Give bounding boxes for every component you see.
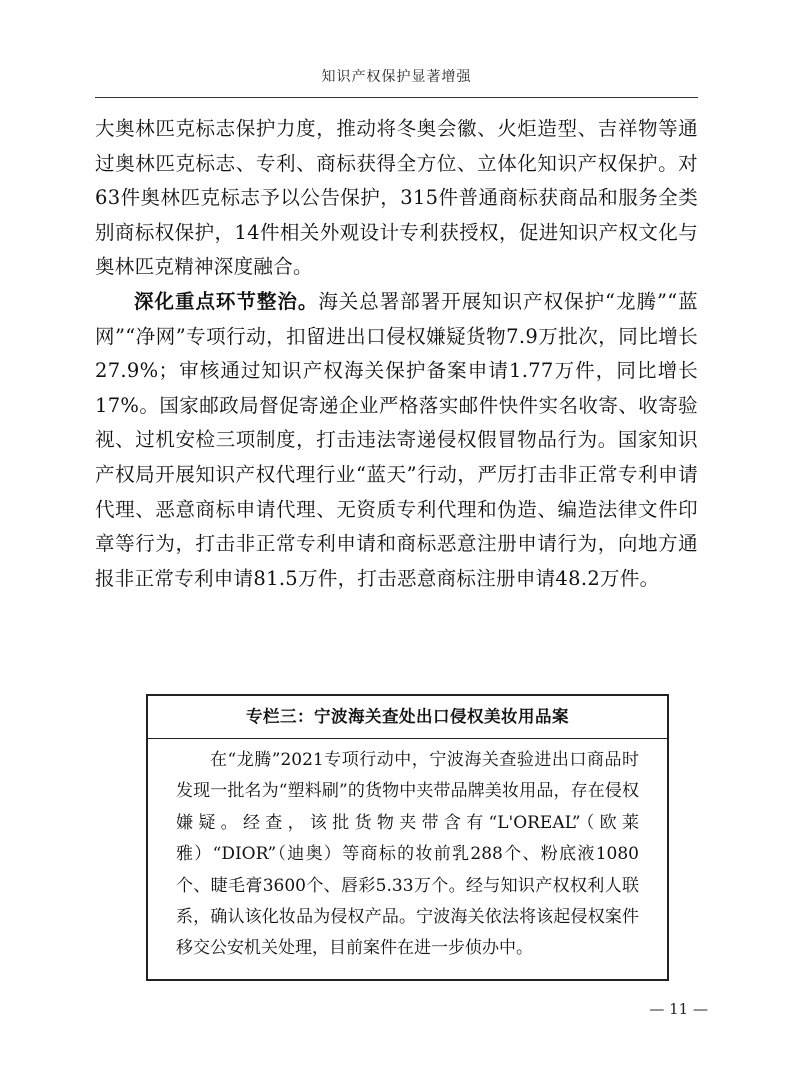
header-divider [95, 97, 698, 98]
paragraph-2 [95, 285, 698, 596]
paragraph-2-text: 海关总署部署开展知识产权保护“龙腾”“蓝网”“净网”专项行动，扣留进出口侵权嫌疑货物7.9万批次，同比增长27.9%；审核通过知识产权海关保护备案申请1.77万件，同比增长17%。国家邮政局督促寄递企业严格落实邮件快件实名收寄、收寄验视、过机安检三项制度，打击违法寄递侵权假冒物品行为。国家知识产权局开展知识产权代理行业“蓝天”行动，严厉打击非正常专利申请代理、恶意商标申请代理、无资质专利代理和伪造、编造法律文件印章等行为，打击非正常专利申请和商标恶意注册申请行为，向地方通报非正常专利申请81.5万件，打击恶意商标注册申请48.2万件。 [95, 289, 698, 590]
paragraph-2-lead: 深化重点环节整治。 [134, 289, 319, 313]
sidebar-title: 专栏三：宁波海关查处出口侵权美妆用品案 [148, 696, 667, 739]
running-header: 知识产权保护显著增强 [321, 69, 472, 85]
body-text [95, 112, 698, 596]
sidebar-body: 在“龙腾”2021专项行动中，宁波海关查验进出口商品时发现一批名为“塑料刷”的货物中夹带品牌美妆用品，存在侵权嫌疑。经查，该批货物夹带含有“L'OREAL”（欧莱雅）“DIOR”（迪奥）等商标的妆前乳288个、粉底液1080个、睫毛膏3600个、唇彩5.33万个。经与知识产权权利人联系，确认该化妆品为侵权产品。宁波海关依法将该起侵权案件移交公安机关处理，目前案件在进一步侦办中。 [176, 750, 639, 959]
sidebar-box [146, 694, 669, 981]
paragraph-1: 大奥林匹克标志保护力度，推动将冬奥会徽、火炬造型、吉祥物等通过奥林匹克标志、专利、商标获得全方位、立体化知识产权保护。对63件奥林匹克标志予以公告保护，315件普通商标获商品和服务全类别商标权保护，14件相关外观设计专利获授权，促进知识产权文化与奥林匹克精神深度融合。 [95, 117, 698, 279]
page-number: — 11 — [649, 1000, 708, 1018]
